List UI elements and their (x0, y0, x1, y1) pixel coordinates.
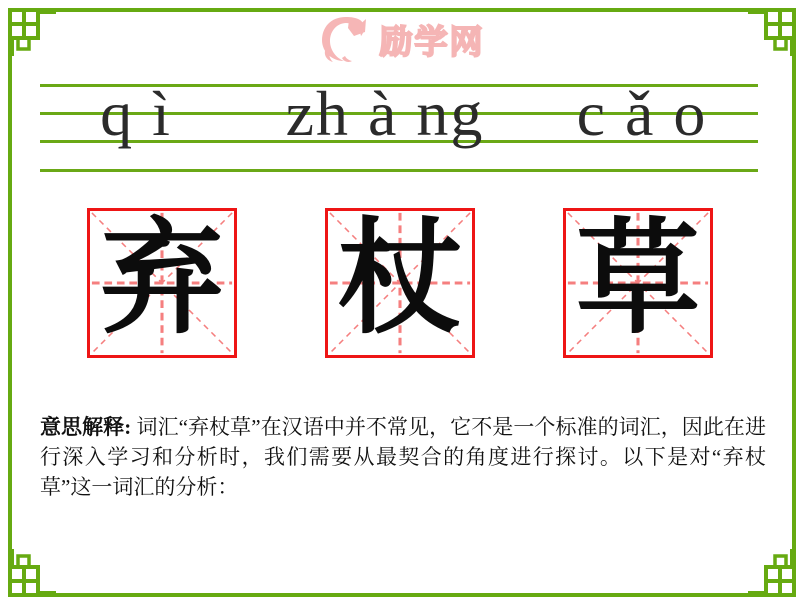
watermark-logo (0, 14, 800, 64)
meaning-explanation-paragraph (40, 412, 766, 502)
pinyin-guide-line (40, 169, 758, 172)
pinyin-syllable-cao: c ǎ o (576, 78, 708, 149)
explanation-body: 词汇“弃杖草”在汉语中并不常见，它不是一个标准的词汇，因此在进行深入学习和分析时，我们需要从最契合的角度进行探讨。以下是对“弃杖草”这一词汇的分析： (40, 415, 766, 499)
character-box-cao (563, 208, 713, 358)
character-box-qi (87, 208, 237, 358)
corner-ornament-bottom-left-icon (6, 549, 56, 599)
character-box-zhang (325, 208, 475, 358)
corner-ornament-top-right-icon (748, 6, 798, 56)
corner-ornament-top-left-icon (6, 6, 56, 56)
corner-ornament-bottom-right-icon (748, 549, 798, 599)
pinyin-syllable-qi: q ì (100, 78, 172, 149)
character-box-row (0, 208, 800, 358)
fox-swirl-logo-icon (316, 14, 374, 64)
pinyin-four-line-grid (40, 78, 758, 170)
hanzi-qi: 弃 (99, 211, 224, 348)
hanzi-cao: 草 (575, 211, 700, 348)
pinyin-syllable-zhang: zh à ng (285, 78, 485, 149)
watermark-text: 励学网 (379, 22, 485, 60)
hanzi-zhang: 杖 (337, 211, 462, 348)
explanation-label: 意思解释: (40, 415, 132, 439)
